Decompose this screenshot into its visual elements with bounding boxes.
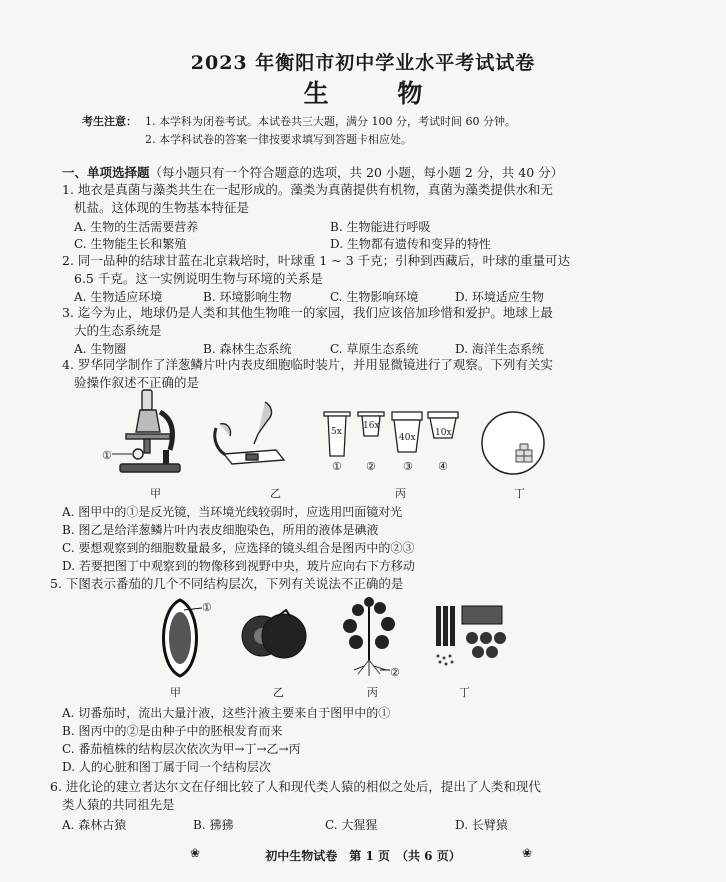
plant-cell-figure	[150, 596, 210, 680]
q3-option-a: A. 生物圈	[74, 342, 127, 356]
q2-option-c: C. 生物影响环境	[330, 290, 419, 304]
q5-stem: 5. 下图表示番茄的几个不同结构层次，下列有关说法不正确的是	[50, 576, 404, 591]
q3-option-d: D. 海洋生态系统	[455, 342, 544, 356]
q5-caption-yi: 乙	[273, 686, 284, 699]
section-1-desc: （每小题只有一个符合题意的选项，共 20 小题，每小题 2 分，共 40 分）	[149, 165, 564, 180]
q6-stem-line-2: 类人猿的共同祖先是	[62, 797, 175, 812]
q5-caption-ding: 丁	[459, 686, 470, 699]
q4-caption-bing: 丙	[395, 487, 406, 500]
q5-option-c: C. 番茄植株的结构层次依次为甲→丁→乙→丙	[62, 742, 301, 756]
q1-option-d: D. 生物都有遗传和变异的特性	[330, 237, 491, 251]
q4-option-a: A. 图甲中的①是反光镜，当环境光线较弱时，应选用凹面镜对光	[62, 505, 403, 519]
q6-stem-line-1: 6. 进化论的建立者达尔文在仔细比较了人和现代类人猿的相似之处后，提出了人类和现代	[50, 779, 541, 794]
q4-caption-jia: 甲	[150, 487, 161, 500]
lens-num-3: ③	[403, 460, 413, 473]
q5-cell-label: ①	[202, 601, 212, 614]
q4-stem-line-2: 验操作叙述不正确的是	[74, 375, 200, 390]
q1-option-b: B. 生物能进行呼吸	[330, 220, 431, 234]
lens-label-4: 10x	[435, 428, 452, 438]
q4-stem-line-1: 4. 罗华同学制作了洋葱鳞片叶内表皮细胞临时装片，并用显微镜进行了观察。下列有关实	[62, 357, 553, 372]
section-1-heading	[62, 163, 563, 181]
q6-option-b: B. 狒狒	[193, 818, 234, 832]
q1-stem-line-2: 机盐。这体现的生物基本特征是	[74, 200, 250, 215]
q2-option-d: D. 环境适应生物	[455, 290, 544, 304]
exam-title: 2023 年衡阳市初中学业水平考试试卷	[190, 52, 536, 74]
q6-option-c: C. 大猩猩	[325, 818, 378, 832]
notice-label: 考生注意：	[82, 115, 137, 128]
q5-option-b: B. 图丙中的②是由种子中的胚根发育而来	[62, 724, 283, 738]
footer-flower-icon-left: ❀	[190, 846, 201, 860]
q5-caption-bing: 丙	[367, 686, 378, 699]
microscope-figure	[100, 388, 190, 478]
q2-stem-line-2: 6.5 千克。这一实例说明生物与环境的关系是	[74, 271, 323, 286]
q6-option-a: A. 森林古猿	[62, 818, 127, 832]
q4-microscope-label: ①	[102, 449, 112, 462]
q4-caption-ding: 丁	[514, 487, 525, 500]
q2-stem-line-1: 2. 同一品种的结球甘蓝在北京栽培时，叶球重 1 ~ 3 千克；引种到西藏后，叶球的重量可达	[62, 253, 571, 268]
lens-label-1: 5x	[331, 427, 342, 437]
q4-option-b: B. 图乙是给洋葱鳞片叶内表皮细胞染色，所用的液体是碘液	[62, 523, 379, 537]
q4-option-c: C. 要想观察到的细胞数量最多，应选择的镜头组合是图丙中的②③	[62, 541, 415, 555]
q5-caption-jia: 甲	[170, 686, 181, 699]
tomato-figure	[242, 610, 308, 660]
q5-option-a: A. 切番茄时，流出大量汁液，这些汁液主要来自于图甲中的①	[62, 706, 391, 720]
q3-stem-line-2: 大的生态系统是	[74, 323, 162, 338]
notice-line-2: 2. 本学科试卷的答案一律按要求填写到答题卡相应处。	[145, 133, 412, 146]
subject-title: 生 物	[303, 79, 453, 108]
q5-option-d: D. 人的心脏和图丁属于同一个结构层次	[62, 760, 271, 774]
section-1-title: 一、单项选择题	[62, 165, 150, 180]
staining-figure	[210, 400, 290, 472]
page-footer: 初中生物试卷 第 1 页 （共 6 页）	[265, 849, 461, 863]
q4-option-d: D. 若要把图丁中观察到的物像移到视野中央，玻片应向右下方移动	[62, 559, 415, 573]
lens-num-1: ①	[332, 460, 342, 473]
field-of-view-figure	[480, 410, 546, 476]
lens-label-3: 40x	[399, 433, 416, 443]
q3-stem-line-1: 3. 迄今为止，地球仍是人类和其他生物唯一的家园，我们应该倍加珍惜和爱护。地球上最	[62, 305, 553, 320]
q4-caption-yi: 乙	[270, 487, 281, 500]
lens-num-2: ②	[366, 460, 376, 473]
notice-line-1: 1. 本学科为闭卷考试。本试卷共三大题，满分 100 分，考试时间 60 分钟。	[145, 115, 516, 128]
q6-option-d: D. 长臂猿	[455, 818, 508, 832]
q5-plant-label: ②	[390, 666, 400, 679]
q2-option-a: A. 生物适应环境	[74, 290, 163, 304]
footer-flower-icon-right: ❀	[522, 846, 533, 860]
lens-label-2: 16x	[363, 421, 380, 431]
q3-option-b: B. 森林生态系统	[203, 342, 292, 356]
q2-option-b: B. 环境影响生物	[203, 290, 292, 304]
tissues-figure	[432, 602, 528, 672]
q1-stem-line-1: 1. 地衣是真菌与藻类共生在一起形成的。藻类为真菌提供有机物，真菌为藻类提供水和无	[62, 182, 553, 197]
q1-option-c: C. 生物能生长和繁殖	[74, 237, 187, 251]
q3-option-c: C. 草原生态系统	[330, 342, 419, 356]
lens-num-4: ④	[438, 460, 448, 473]
q1-option-a: A. 生物的生活需要营养	[74, 220, 199, 234]
